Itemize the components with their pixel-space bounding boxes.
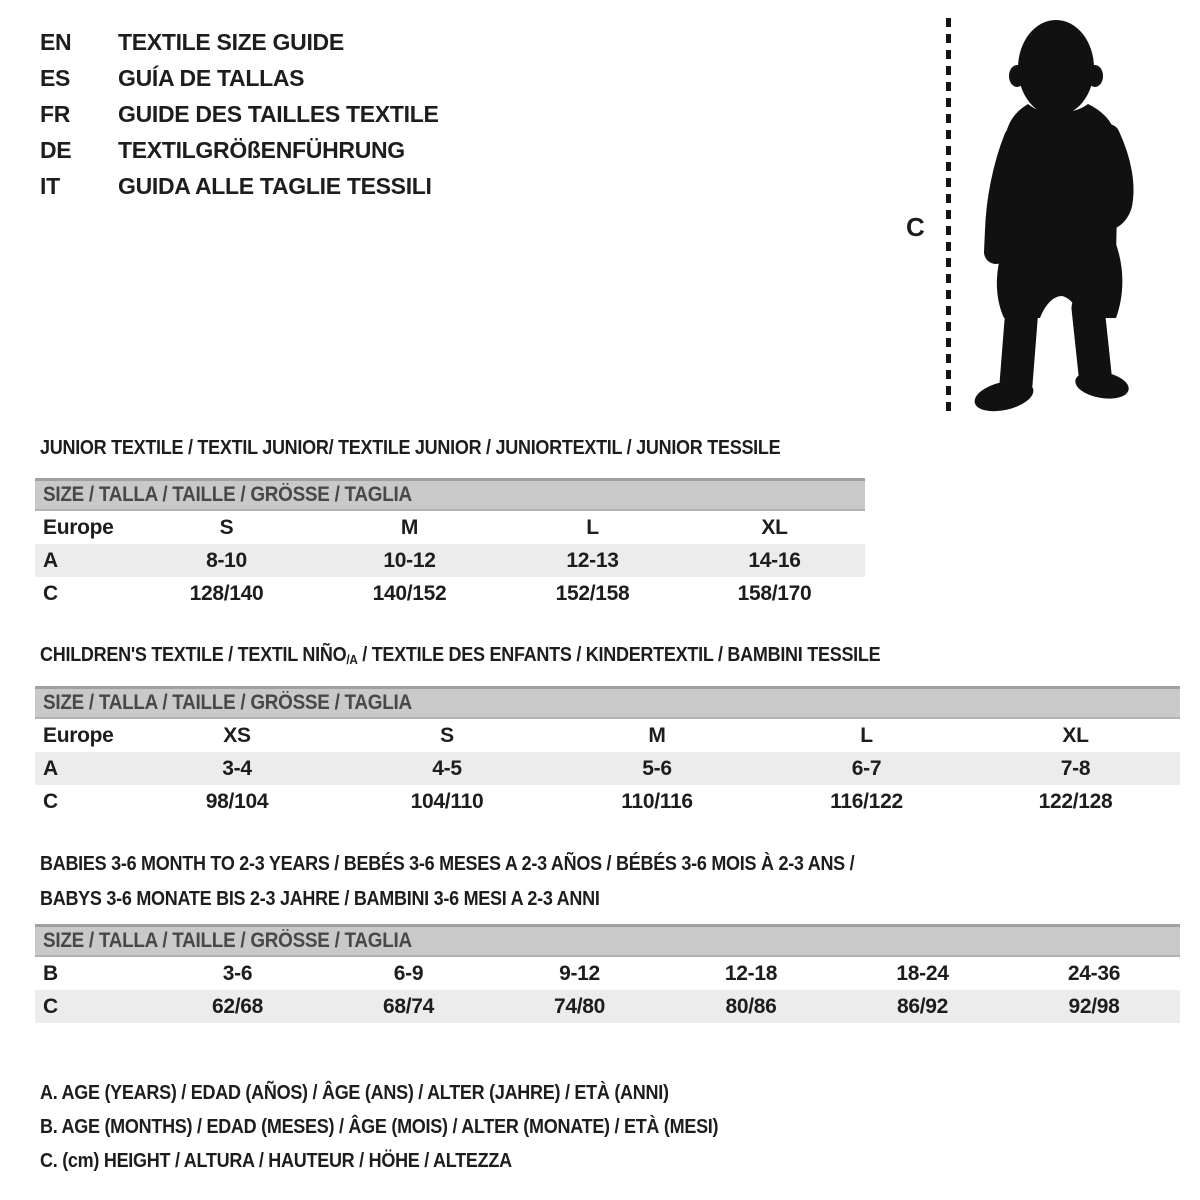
children-size-table [35,686,1180,818]
language-list [40,24,439,204]
size-cell: M [648,723,666,747]
age-cell: 6-9 [393,961,424,985]
language-code: IT [40,173,60,199]
row-label: C [35,990,152,1023]
height-cell: 86/92 [837,990,1008,1023]
height-cell: 110/116 [621,789,693,813]
language-title: GUIDE DES TAILLES TEXTILE [118,101,439,127]
language-title: GUÍA DE TALLAS [118,65,305,91]
size-cell: XL [761,515,788,539]
table-header: SIZE / TALLA / TAILLE / GRÖSSE / TAGLIA [35,688,1180,719]
nino-a-subscript: /A [346,652,358,667]
legend [40,1076,794,1178]
legend-item-b: B. AGE (MONTHS) / EDAD (MESES) / ÂGE (MOIS) / ALTER (MONATE) / ETÀ (MESI) [40,1116,719,1138]
row-label: C [43,581,58,605]
height-cell: 92/98 [1008,990,1180,1023]
toddler-silhouette-icon [968,16,1138,416]
height-cell: 140/152 [372,581,447,605]
height-cell: 152/158 [555,581,630,605]
age-cell: 10-12 [318,544,501,577]
junior-section-title: JUNIOR TEXTILE / TEXTIL JUNIOR/ TEXTILE JUNIOR / JUNIORTEXTIL / JUNIOR TESSILE [40,437,781,459]
table-header: SIZE / TALLA / TAILLE / GRÖSSE / TAGLIA [35,926,1180,957]
height-cell: 158/170 [737,581,812,605]
row-label: A [35,544,135,577]
row-label: A [35,752,132,785]
age-cell: 3-6 [222,961,253,985]
children-section-title: CHILDREN'S TEXTILE / TEXTIL $NIÑO_{/A}$ / TEXTILE DES ENFANTS / KINDERTEXTIL / BAMBINI TESSILE [40,644,881,667]
age-cell: 18-24 [896,961,949,985]
size-cell: S [440,723,454,747]
row-label: Europe [43,723,114,747]
language-row [40,60,439,96]
language-code: ES [40,65,71,91]
height-cell: 62/68 [152,990,323,1023]
age-cell: 12-13 [501,544,684,577]
language-row [40,168,439,204]
babies-section-title: BABIES 3-6 MONTH TO 2-3 YEARS / BEBÉS 3-6 MESES A 2-3 AÑOS / BÉBÉS 3-6 MOIS À 2-3 ANS / BABYS 3-6 MONATE BIS 2-3 JAHRE / BAMBINI 3-6 MESI A 2-3 ANNI [40,853,855,910]
height-cell: 98/104 [205,789,269,813]
babies-size-table [35,924,1180,1023]
height-cell: 128/140 [189,581,264,605]
row-label: B [43,961,58,985]
language-title: TEXTILE SIZE GUIDE [118,29,344,55]
size-cell: L [860,723,873,747]
legend-item-c: C. (cm) HEIGHT / ALTURA / HAUTEUR / HÖHE / ALTEZZA [40,1150,512,1172]
language-title: TEXTILGRÖßENFÜHRUNG [118,137,405,163]
age-cell: 3-4 [132,752,342,785]
row-label: C [43,789,58,813]
table-header: SIZE / TALLA / TAILLE / GRÖSSE / TAGLIA [35,480,865,511]
language-title: GUIDA ALLE TAGLIE TESSILI [118,173,432,199]
size-cell: M [400,515,419,539]
height-measure-label: C [906,212,925,242]
row-label: Europe [43,515,114,539]
age-cell: 6-7 [762,752,971,785]
height-cell: 116/122 [830,789,903,813]
language-code: DE [40,137,72,163]
size-cell: L [586,515,599,539]
age-cell: 8-10 [135,544,318,577]
age-cell: 14-16 [684,544,865,577]
size-cell: S [219,515,234,539]
size-cell: XS [223,723,251,747]
language-row [40,132,439,168]
age-cell: 24-36 [1067,961,1121,985]
language-code: EN [40,29,72,55]
age-cell: 7-8 [971,752,1180,785]
size-cell: XL [1062,723,1089,747]
age-cell: 4-5 [342,752,552,785]
age-cell: 12-18 [724,961,778,985]
legend-item-a: A. AGE (YEARS) / EDAD (AÑOS) / ÂGE (ANS) / ALTER (JAHRE) / ETÀ (ANNI) [40,1082,669,1104]
height-cell: 122/128 [1038,789,1113,813]
height-cell: 104/110 [410,789,484,813]
height-cell: 74/80 [494,990,665,1023]
height-cell: 80/86 [665,990,837,1023]
height-cell: 68/74 [323,990,494,1023]
junior-size-table [35,478,865,610]
height-measure-line [946,18,951,417]
age-cell: 5-6 [552,752,762,785]
language-code: FR [40,101,71,127]
age-cell: 9-12 [559,961,600,985]
language-row [40,96,439,132]
language-row [40,24,439,60]
